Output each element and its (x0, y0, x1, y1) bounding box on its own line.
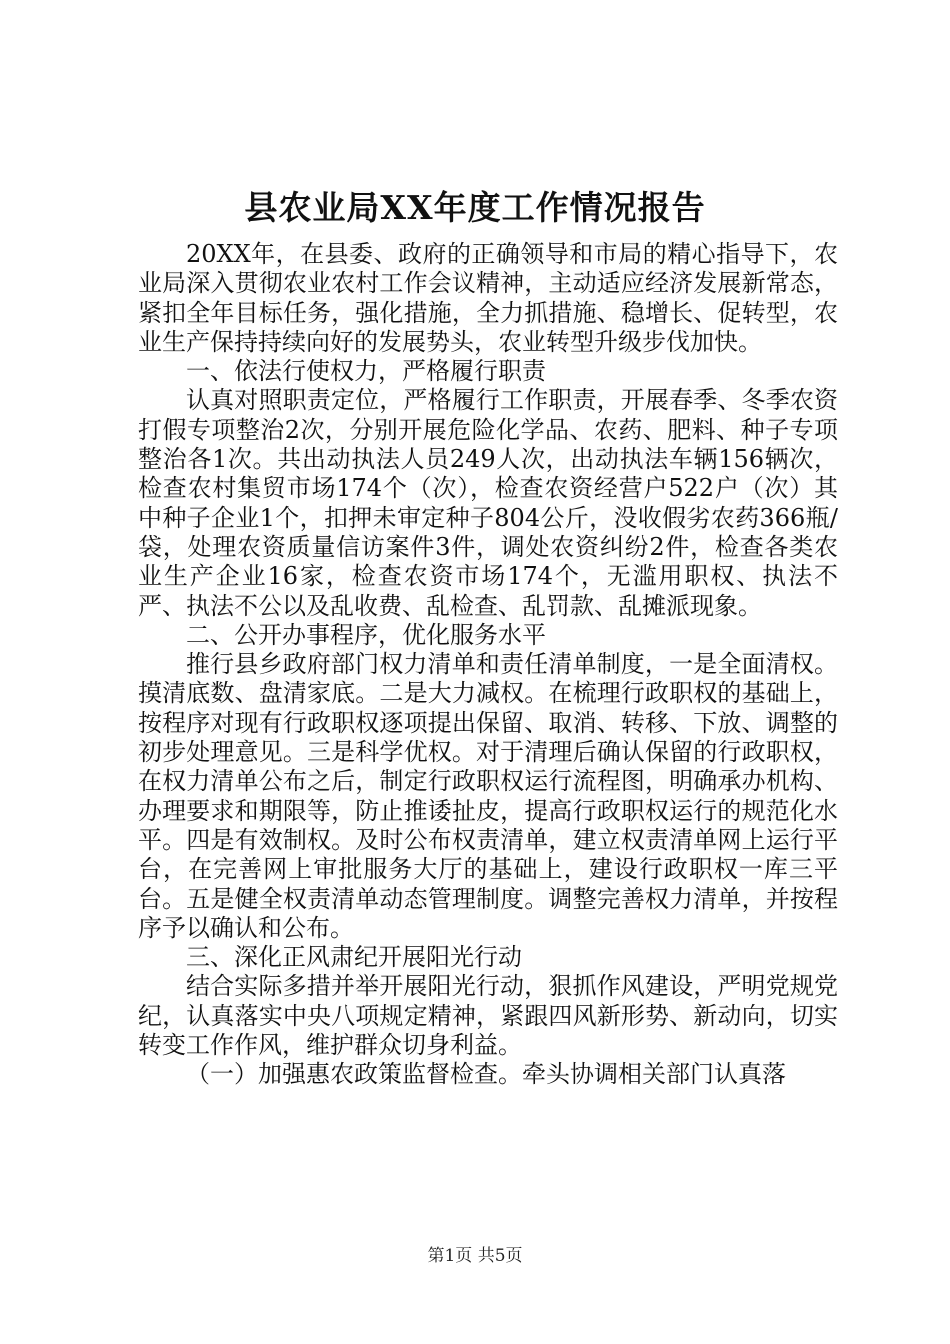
paragraph-intro: 20XX年，在县委、政府的正确领导和市局的精心指导下，农业局深入贯彻农业农村工作会议精神，主动适应经济发展新常态，紧扣全年目标任务，强化措施，全力抓措施、稳增长、促转型，农业生产保持持续向好的发展势头，农业转型升级步伐加快。 (138, 240, 838, 356)
section-heading-3: 三、深化正风肃纪开展阳光行动 (186, 943, 522, 972)
page-footer: 第1页 共5页 (427, 1246, 523, 1266)
paragraph-section-3: 结合实际多措并举开展阳光行动，狠抓作风建设，严明党规党纪，认真落实中央八项规定精神，紧跟四风新形势、新动向，切实转变工作作风，维护群众切身利益。 (138, 972, 838, 1060)
paragraph-subsection-1: （一）加强惠农政策监督检查。牵头协调相关部门认真落 (186, 1060, 786, 1089)
document-body (138, 240, 838, 1090)
section-heading-2: 二、公开办事程序，优化服务水平 (186, 620, 546, 649)
document-title: 县农业局XX年度工作情况报告 (244, 188, 706, 227)
paragraph-section-2: 推行县乡政府部门权力清单和责任清单制度，一是全面清权。摸清底数、盘清家底。二是大力减权。在梳理行政职权的基础上，按程序对现有行政职权逐项提出保留、取消、转移、下放、调整的初步处理意见。三是科学优权。对于清理后确认保留的行政职权，在权力清单公布之后，制定行政职权运行流程图，明确承办机构、办理要求和期限等，防止推诿扯皮，提高行政职权运行的规范化水平。四是有效制权。及时公布权责清单，建立权责清单网上运行平台，在完善网上审批服务大厅的基础上，建设行政职权一库三平台。五是健全权责清单动态管理制度。调整完善权力清单，并按程序予以确认和公布。 (138, 650, 838, 942)
section-heading-1: 一、依法行使权力，严格履行职责 (186, 357, 546, 386)
paragraph-section-1: 认真对照职责定位，严格履行工作职责，开展春季、冬季农资打假专项整治2次，分别开展危险化学品、农药、肥料、种子专项整治各1次。共出动执法人员249人次，出动执法车辆156辆次，检查农村集贸市场174个（次），检查农资经营户522户（次）其中种子企业1个，扣押未审定种子804公斤，没收假劣农药366瓶/袋，处理农资质量信访案件3件，调处农资纠纷2件，检查各类农业生产企业16家，检查农资市场174个，无滥用职权、执法不严、执法不公以及乱收费、乱检查、乱罚款、乱摊派现象。 (138, 386, 838, 620)
